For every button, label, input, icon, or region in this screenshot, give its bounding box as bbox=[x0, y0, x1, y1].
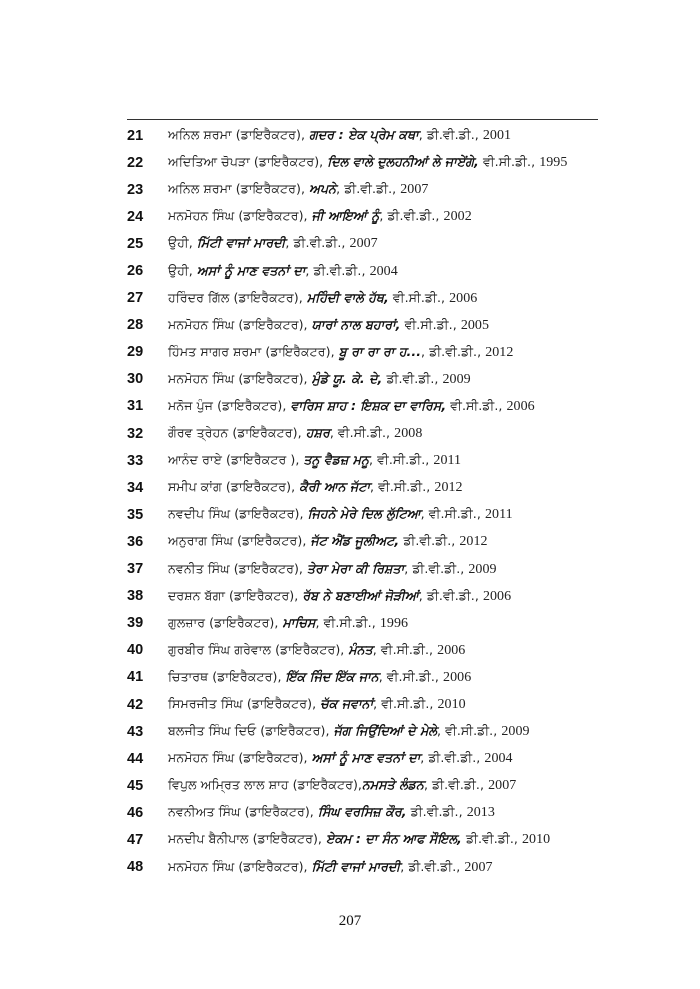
entry-number: 24 bbox=[127, 208, 144, 225]
filmography-list bbox=[127, 122, 607, 881]
release-year: 2012 bbox=[434, 480, 463, 496]
title-separator: , bbox=[336, 181, 345, 197]
list-item bbox=[127, 122, 607, 149]
release-year: 2004 bbox=[484, 751, 513, 767]
entry-citation bbox=[168, 425, 422, 442]
director-credit: ਸਿਮਰਜੀਤ ਸਿੰਘ (ਡਾਇਰੈਕਟਰ), bbox=[168, 696, 321, 712]
director-credit: ਨਵਦੀਪ ਸਿੰਘ (ਡਾਇਰੈਕਟਰ), bbox=[168, 506, 308, 522]
director-credit: ਗੌਰਵ ਤ੍ਰੇਹਨ (ਡਾਇਰੈਕਟਰ), bbox=[168, 425, 306, 441]
list-item bbox=[127, 339, 607, 366]
release-year: 2006 bbox=[443, 669, 472, 685]
title-separator: , bbox=[423, 777, 433, 793]
entry-number: 34 bbox=[127, 479, 144, 496]
entry-citation bbox=[168, 181, 428, 198]
release-year: 1996 bbox=[379, 615, 409, 631]
title-separator: , bbox=[404, 560, 413, 576]
entry-citation bbox=[168, 154, 567, 171]
release-year: 2007 bbox=[464, 859, 493, 875]
entry-citation bbox=[168, 804, 495, 821]
list-item bbox=[127, 393, 607, 420]
list-item bbox=[127, 854, 607, 881]
list-item bbox=[127, 556, 607, 583]
media-format: ਵੀ.ਸੀ.ਡੀ., bbox=[377, 452, 434, 468]
entry-citation bbox=[168, 208, 472, 225]
director-credit: ਮਨੋਜ ਪੁੰਜ (ਡਾਇਰੈਕਟਰ), bbox=[168, 397, 291, 413]
release-year: 2009 bbox=[468, 561, 497, 577]
director-credit: ਹਰਿੰਦਰ ਗਿੱਲ (ਡਾਇਰੈਕਟਰ), bbox=[168, 289, 307, 305]
film-title: ਅਸਾਂ ਨੂੰ ਮਾਣ ਵਤਨਾਂ ਦਾ bbox=[311, 750, 421, 766]
film-title: ਮੰਨਤ bbox=[348, 641, 373, 657]
media-format: ਡੀ.ਵੀ.ਡੀ., bbox=[429, 343, 486, 359]
media-format: ਡੀ.ਵੀ.ਡੀ., bbox=[313, 262, 370, 278]
entry-number: 21 bbox=[127, 127, 144, 144]
entry-citation bbox=[168, 696, 466, 713]
entry-number: 38 bbox=[127, 588, 144, 605]
entry-number: 42 bbox=[127, 696, 144, 713]
director-credit: ਦਰਸ਼ਨ ਬੱਗਾ (ਡਾਇਰੈਕਟਰ), bbox=[168, 587, 303, 603]
title-separator: , bbox=[421, 343, 430, 359]
list-item bbox=[127, 501, 607, 528]
entry-citation bbox=[168, 506, 513, 523]
media-format: ਵੀ.ਸੀ.ਡੀ., bbox=[381, 696, 438, 712]
entry-number: 23 bbox=[127, 181, 144, 198]
entry-citation bbox=[168, 317, 489, 334]
media-format: ਵੀ.ਸੀ.ਡੀ., bbox=[482, 154, 540, 170]
entry-citation bbox=[168, 750, 513, 767]
film-title: ਚੱਕ ਜਵਾਨਾਂ bbox=[320, 696, 374, 712]
release-year: 1995 bbox=[539, 155, 568, 171]
entry-number: 35 bbox=[127, 506, 144, 523]
director-credit: ਮਨਮੋਹਨ ਸਿੰਘ (ਡਾਇਰੈਕਟਰ), bbox=[168, 370, 312, 386]
media-format: ਡੀ.ਵੀ.ਡੀ., bbox=[426, 127, 483, 143]
director-credit: ਮਨਮੋਹਨ ਸਿੰਘ (ਡਾਇਰੈਕਟਰ), bbox=[168, 750, 312, 766]
title-separator: , bbox=[285, 235, 294, 251]
list-item bbox=[127, 474, 607, 501]
media-format: ਵੀ.ਸੀ.ਡੀ., bbox=[380, 641, 438, 657]
film-title: ਮਿੱਟੀ ਵਾਜਾਂ ਮਾਰਦੀ bbox=[196, 235, 286, 251]
entry-citation bbox=[168, 452, 461, 469]
list-item bbox=[127, 583, 607, 610]
page-number: 207 bbox=[338, 913, 362, 929]
list-item bbox=[127, 637, 607, 664]
entry-citation bbox=[168, 344, 513, 361]
film-title: ਤਨੂ ਵੈਡਜ਼ ਮਨੂ bbox=[303, 452, 370, 468]
release-year: 2006 bbox=[437, 642, 466, 658]
entry-number: 29 bbox=[127, 344, 144, 361]
list-item bbox=[127, 176, 607, 203]
film-title: ਵਾਰਿਸ ਸ਼ਾਹ : ਇਸ਼ਕ ਦਾ ਵਾਰਿਸ, bbox=[290, 397, 447, 413]
director-credit: ਵਿਪੁਲ ਅਮ੍ਰਿਤ ਲਾਲ ਸ਼ਾਹ (ਡਾਇਰੈਕਟਰ), bbox=[168, 777, 362, 793]
film-title: ਨਮਸਤੇ ਲੰਡਨ bbox=[361, 777, 424, 793]
director-credit: ਅਨਿਲ ਸ਼ਰਮਾ (ਡਾਇਰੈਕਟਰ), bbox=[168, 181, 310, 197]
entry-citation bbox=[168, 479, 463, 496]
entry-number: 31 bbox=[127, 398, 144, 415]
film-title: ਏਕਮ : ਦਾ ਸੰਨ ਆਫ ਸੌਇਲ, bbox=[326, 831, 462, 847]
film-title: ਅਪਨੇ bbox=[309, 181, 337, 197]
media-format: ਵੀ.ਸੀ.ਡੀ., bbox=[378, 479, 435, 495]
entry-citation bbox=[168, 371, 471, 388]
title-separator: , bbox=[420, 506, 429, 522]
director-credit: ਮਨਮੋਹਨ ਸਿੰਘ (ਡਾਇਰੈਕਟਰ), bbox=[168, 858, 312, 874]
entry-citation bbox=[168, 642, 465, 659]
director-credit: ਹਿੰਮਤ ਸਾਗਰ ਸ਼ਰਮਾ (ਡਾਇਰੈਕਟਰ), bbox=[168, 343, 339, 359]
media-format: ਡੀ.ਵੀ.ਡੀ., bbox=[386, 370, 443, 386]
media-format: ਡੀ.ਵੀ.ਡੀ., bbox=[432, 777, 489, 793]
release-year: 2011 bbox=[484, 507, 513, 523]
director-credit: ਅਨਿਲ ਸ਼ਰਮਾ (ਡਾਇਰੈਕਟਰ), bbox=[168, 127, 310, 143]
film-title: ਰੱਬ ਨੇ ਬਣਾਈਆਂ ਜੋੜੀਆਂ bbox=[302, 587, 419, 603]
entry-number: 40 bbox=[127, 642, 144, 659]
title-separator: , bbox=[400, 858, 409, 874]
director-credit: ਚਿਤਾਰਥ (ਡਾਇਰੈਕਟਰ), bbox=[168, 668, 286, 684]
director-credit: ਗੁਲਜ਼ਾਰ (ਡਾਇਰੈਕਟਰ), bbox=[168, 614, 283, 630]
release-year: 2012 bbox=[485, 344, 514, 360]
title-separator: , bbox=[369, 452, 378, 468]
film-title: ਬੂ ਰਾ ਰਾ ਰਾ ਹ... bbox=[338, 343, 422, 359]
media-format: ਡੀ.ਵੀ.ਡੀ., bbox=[465, 831, 522, 847]
list-item bbox=[127, 366, 607, 393]
entry-number: 33 bbox=[127, 452, 144, 469]
release-year: 2004 bbox=[369, 263, 398, 279]
title-separator: , bbox=[305, 262, 314, 278]
list-item bbox=[127, 257, 607, 284]
media-format: ਵੀ.ਸੀ.ਡੀ., bbox=[392, 289, 450, 305]
entry-number: 25 bbox=[127, 235, 144, 252]
entry-number: 30 bbox=[127, 371, 144, 388]
media-format: ਡੀ.ਵੀ.ਡੀ., bbox=[293, 235, 350, 251]
list-item bbox=[127, 745, 607, 772]
list-item bbox=[127, 826, 607, 853]
entry-number: 45 bbox=[127, 777, 144, 794]
film-title: ਮਾਚਿਸ bbox=[282, 614, 316, 630]
top-divider bbox=[127, 119, 598, 120]
film-title: ਯਾਰਾਂ ਨਾਲ ਬਹਾਰਾਂ, bbox=[311, 316, 401, 332]
entry-number: 28 bbox=[127, 317, 144, 334]
entry-number: 48 bbox=[127, 859, 144, 876]
list-item bbox=[127, 285, 607, 312]
director-credit: ਗੁਰਬੀਰ ਸਿੰਘ ਗਰੇਵਾਲ (ਡਾਇਰੈਕਟਰ), bbox=[168, 641, 349, 657]
release-year: 2011 bbox=[433, 453, 462, 469]
media-format: ਡੀ.ਵੀ.ਡੀ., bbox=[410, 804, 467, 820]
entry-citation bbox=[168, 777, 516, 794]
entry-citation bbox=[168, 831, 550, 848]
release-year: 2010 bbox=[437, 697, 466, 713]
director-credit: ਉਹੀ, bbox=[168, 262, 197, 278]
list-item bbox=[127, 772, 607, 799]
film-title: ਮਿੱਟੀ ਵਾਜਾਂ ਮਾਰਦੀ bbox=[311, 858, 401, 874]
entry-number: 43 bbox=[127, 723, 144, 740]
director-credit: ਨਵਨੀਅਤ ਸਿੰਘ (ਡਾਇਰੈਕਟਰ), bbox=[168, 804, 318, 820]
director-credit: ਮਨਮੋਹਨ ਸਿੰਘ (ਡਾਇਰੈਕਟਰ), bbox=[168, 208, 312, 224]
title-separator: , bbox=[372, 641, 381, 657]
release-year: 2009 bbox=[501, 724, 530, 740]
media-format: ਵੀ.ਸੀ.ਡੀ., bbox=[323, 614, 380, 630]
release-year: 2007 bbox=[400, 182, 429, 198]
media-format: ਵੀ.ਸੀ.ਡੀ., bbox=[404, 316, 461, 332]
release-year: 2006 bbox=[449, 290, 478, 306]
film-title: ਜੱਟ ਐਂਡ ਜੂਲੀਅਟ, bbox=[310, 533, 400, 549]
release-year: 2008 bbox=[394, 426, 423, 442]
release-year: 2007 bbox=[349, 236, 378, 252]
list-item bbox=[127, 664, 607, 691]
title-separator: , bbox=[373, 696, 382, 712]
media-format: ਵੀ.ਸੀ.ਡੀ., bbox=[428, 506, 485, 522]
entry-citation bbox=[168, 669, 471, 686]
release-year: 2013 bbox=[466, 805, 495, 821]
film-title: ਜੀ ਆਇਆਂ ਨੂੰ bbox=[311, 208, 380, 224]
release-year: 2012 bbox=[459, 534, 488, 550]
media-format: ਵੀ.ਸੀ.ਡੀ., bbox=[386, 668, 444, 684]
list-item bbox=[127, 691, 607, 718]
film-title: ਹਸ਼ਰ bbox=[305, 425, 330, 441]
film-title: ਮਹਿੰਦੀ ਵਾਲੇ ਹੱਥ, bbox=[306, 289, 389, 305]
film-title: ਦਿਲ ਵਾਲੇ ਦੁਲਹਨੀਆਂ ਲੇ ਜਾਏਂਗੇ, bbox=[327, 154, 479, 170]
film-title: ਮੁੰਡੇ ਯੂ. ਕੇ. ਦੇ, bbox=[311, 370, 383, 386]
media-format: ਡੀ.ਵੀ.ਡੀ., bbox=[344, 181, 401, 197]
title-separator: , bbox=[420, 750, 429, 766]
entry-citation bbox=[168, 723, 530, 740]
director-credit: ਅਦਿਤਿਆ ਚੋਪੜਾ (ਡਾਇਰੈਕਟਰ), bbox=[168, 154, 328, 170]
list-item bbox=[127, 528, 607, 555]
entry-number: 39 bbox=[127, 615, 144, 632]
release-year: 2005 bbox=[460, 317, 490, 333]
list-item bbox=[127, 203, 607, 230]
list-item bbox=[127, 420, 607, 447]
title-separator: , bbox=[418, 127, 427, 143]
director-credit: ਬਲਜੀਤ ਸਿੰਘ ਦਿਓ (ਡਾਇਰੈਕਟਰ), bbox=[168, 723, 334, 739]
media-format: ਡੀ.ਵੀ.ਡੀ., bbox=[408, 858, 465, 874]
list-item bbox=[127, 610, 607, 637]
media-format: ਡੀ.ਵੀ.ਡੀ., bbox=[403, 533, 460, 549]
film-title: ਕੈਰੀ ਆਨ ਜੱਟਾ bbox=[299, 479, 371, 495]
entry-citation bbox=[168, 561, 497, 578]
entry-number: 46 bbox=[127, 804, 144, 821]
director-credit: ਨਵਨੀਤ ਸਿੰਘ (ਡਾਇਰੈਕਟਰ), bbox=[168, 560, 308, 576]
film-title: ਅਸਾਂ ਨੂੰ ਮਾਣ ਵਤਨਾਂ ਦਾ bbox=[196, 262, 306, 278]
entry-citation bbox=[168, 127, 511, 144]
entry-citation bbox=[168, 859, 493, 876]
title-separator: , bbox=[418, 587, 427, 603]
list-item bbox=[127, 718, 607, 745]
list-item bbox=[127, 447, 607, 474]
director-credit: ਸਮੀਪ ਕਾਂਗ (ਡਾਇਰੈਕਟਰ), bbox=[168, 479, 300, 495]
entry-number: 41 bbox=[127, 669, 144, 686]
film-title: ਤੇਰਾ ਮੇਰਾ ਕੀ ਰਿਸ਼ਤਾ bbox=[307, 560, 405, 576]
release-year: 2006 bbox=[506, 398, 535, 414]
entry-number: 26 bbox=[127, 263, 144, 280]
media-format: ਡੀ.ਵੀ.ਡੀ., bbox=[412, 560, 469, 576]
entry-number: 47 bbox=[127, 831, 144, 848]
release-year: 2009 bbox=[442, 371, 471, 387]
director-credit: ਉਹੀ, bbox=[168, 235, 197, 251]
list-item bbox=[127, 799, 607, 826]
director-credit: ਮਨਮੋਹਨ ਸਿੰਘ (ਡਾਇਰੈਕਟਰ), bbox=[168, 316, 312, 332]
entry-citation bbox=[168, 588, 511, 605]
entry-citation bbox=[168, 235, 378, 252]
media-format: ਵੀ.ਸੀ.ਡੀ., bbox=[445, 723, 502, 739]
release-year: 2006 bbox=[482, 588, 512, 604]
media-format: ਵੀ.ਸੀ.ਡੀ., bbox=[337, 425, 395, 441]
title-separator: , bbox=[315, 614, 324, 630]
entry-number: 44 bbox=[127, 750, 144, 767]
media-format: ਡੀ.ਵੀ.ਡੀ., bbox=[387, 208, 444, 224]
title-separator: , bbox=[436, 723, 446, 739]
entry-citation bbox=[168, 398, 535, 415]
director-credit: ਆਨੰਦ ਰਾਏ (ਡਾਇਰੈਕਟਰ ), bbox=[168, 452, 304, 468]
release-year: 2002 bbox=[443, 209, 472, 225]
entry-citation bbox=[168, 533, 488, 550]
film-title: ਜਿਹਨੇ ਮੇਰੇ ਦਿਲ ਲੁੱਟਿਆ bbox=[307, 506, 421, 522]
list-item bbox=[127, 312, 607, 339]
director-credit: ਅਨੁਰਾਗ ਸਿੰਘ (ਡਾਇਰੈਕਟਰ), bbox=[168, 533, 311, 549]
film-title: ਜੱਗ ਜਿਉਂਦਿਆਂ ਦੇ ਮੇਲੇ bbox=[333, 723, 437, 739]
entry-citation bbox=[168, 263, 398, 280]
media-format: ਵੀ.ਸੀ.ਡੀ., bbox=[450, 397, 507, 413]
release-year: 2010 bbox=[522, 832, 551, 848]
release-year: 2007 bbox=[488, 778, 517, 794]
title-separator: , bbox=[370, 479, 379, 495]
media-format: ਡੀ.ਵੀ.ਡੀ., bbox=[428, 750, 485, 766]
entry-number: 22 bbox=[127, 154, 144, 171]
media-format: ਡੀ.ਵੀ.ਡੀ., bbox=[426, 587, 483, 603]
release-year: 2001 bbox=[482, 128, 512, 144]
film-title: ਸਿੰਘ ਵਰਸਿਜ਼ ਕੌਰ, bbox=[317, 804, 407, 820]
entry-number: 32 bbox=[127, 425, 144, 442]
entry-citation bbox=[168, 290, 477, 307]
title-separator: , bbox=[378, 668, 387, 684]
list-item bbox=[127, 230, 607, 257]
director-credit: ਮਨਦੀਪ ਬੈਨੀਪਾਲ (ਡਾਇਰੈਕਟਰ), bbox=[168, 831, 327, 847]
title-separator: , bbox=[329, 425, 338, 441]
entry-citation bbox=[168, 615, 408, 632]
list-item bbox=[127, 149, 607, 176]
film-title: ਗਦਰ : ਏਕ ਪ੍ਰੇਮ ਕਥਾ bbox=[309, 127, 419, 143]
film-title: ਇੱਕ ਜਿੰਦ ਇੱਕ ਜਾਨ bbox=[285, 668, 379, 684]
entry-number: 37 bbox=[127, 561, 144, 578]
entry-number: 27 bbox=[127, 290, 144, 307]
title-separator: , bbox=[379, 208, 388, 224]
entry-number: 36 bbox=[127, 533, 144, 550]
